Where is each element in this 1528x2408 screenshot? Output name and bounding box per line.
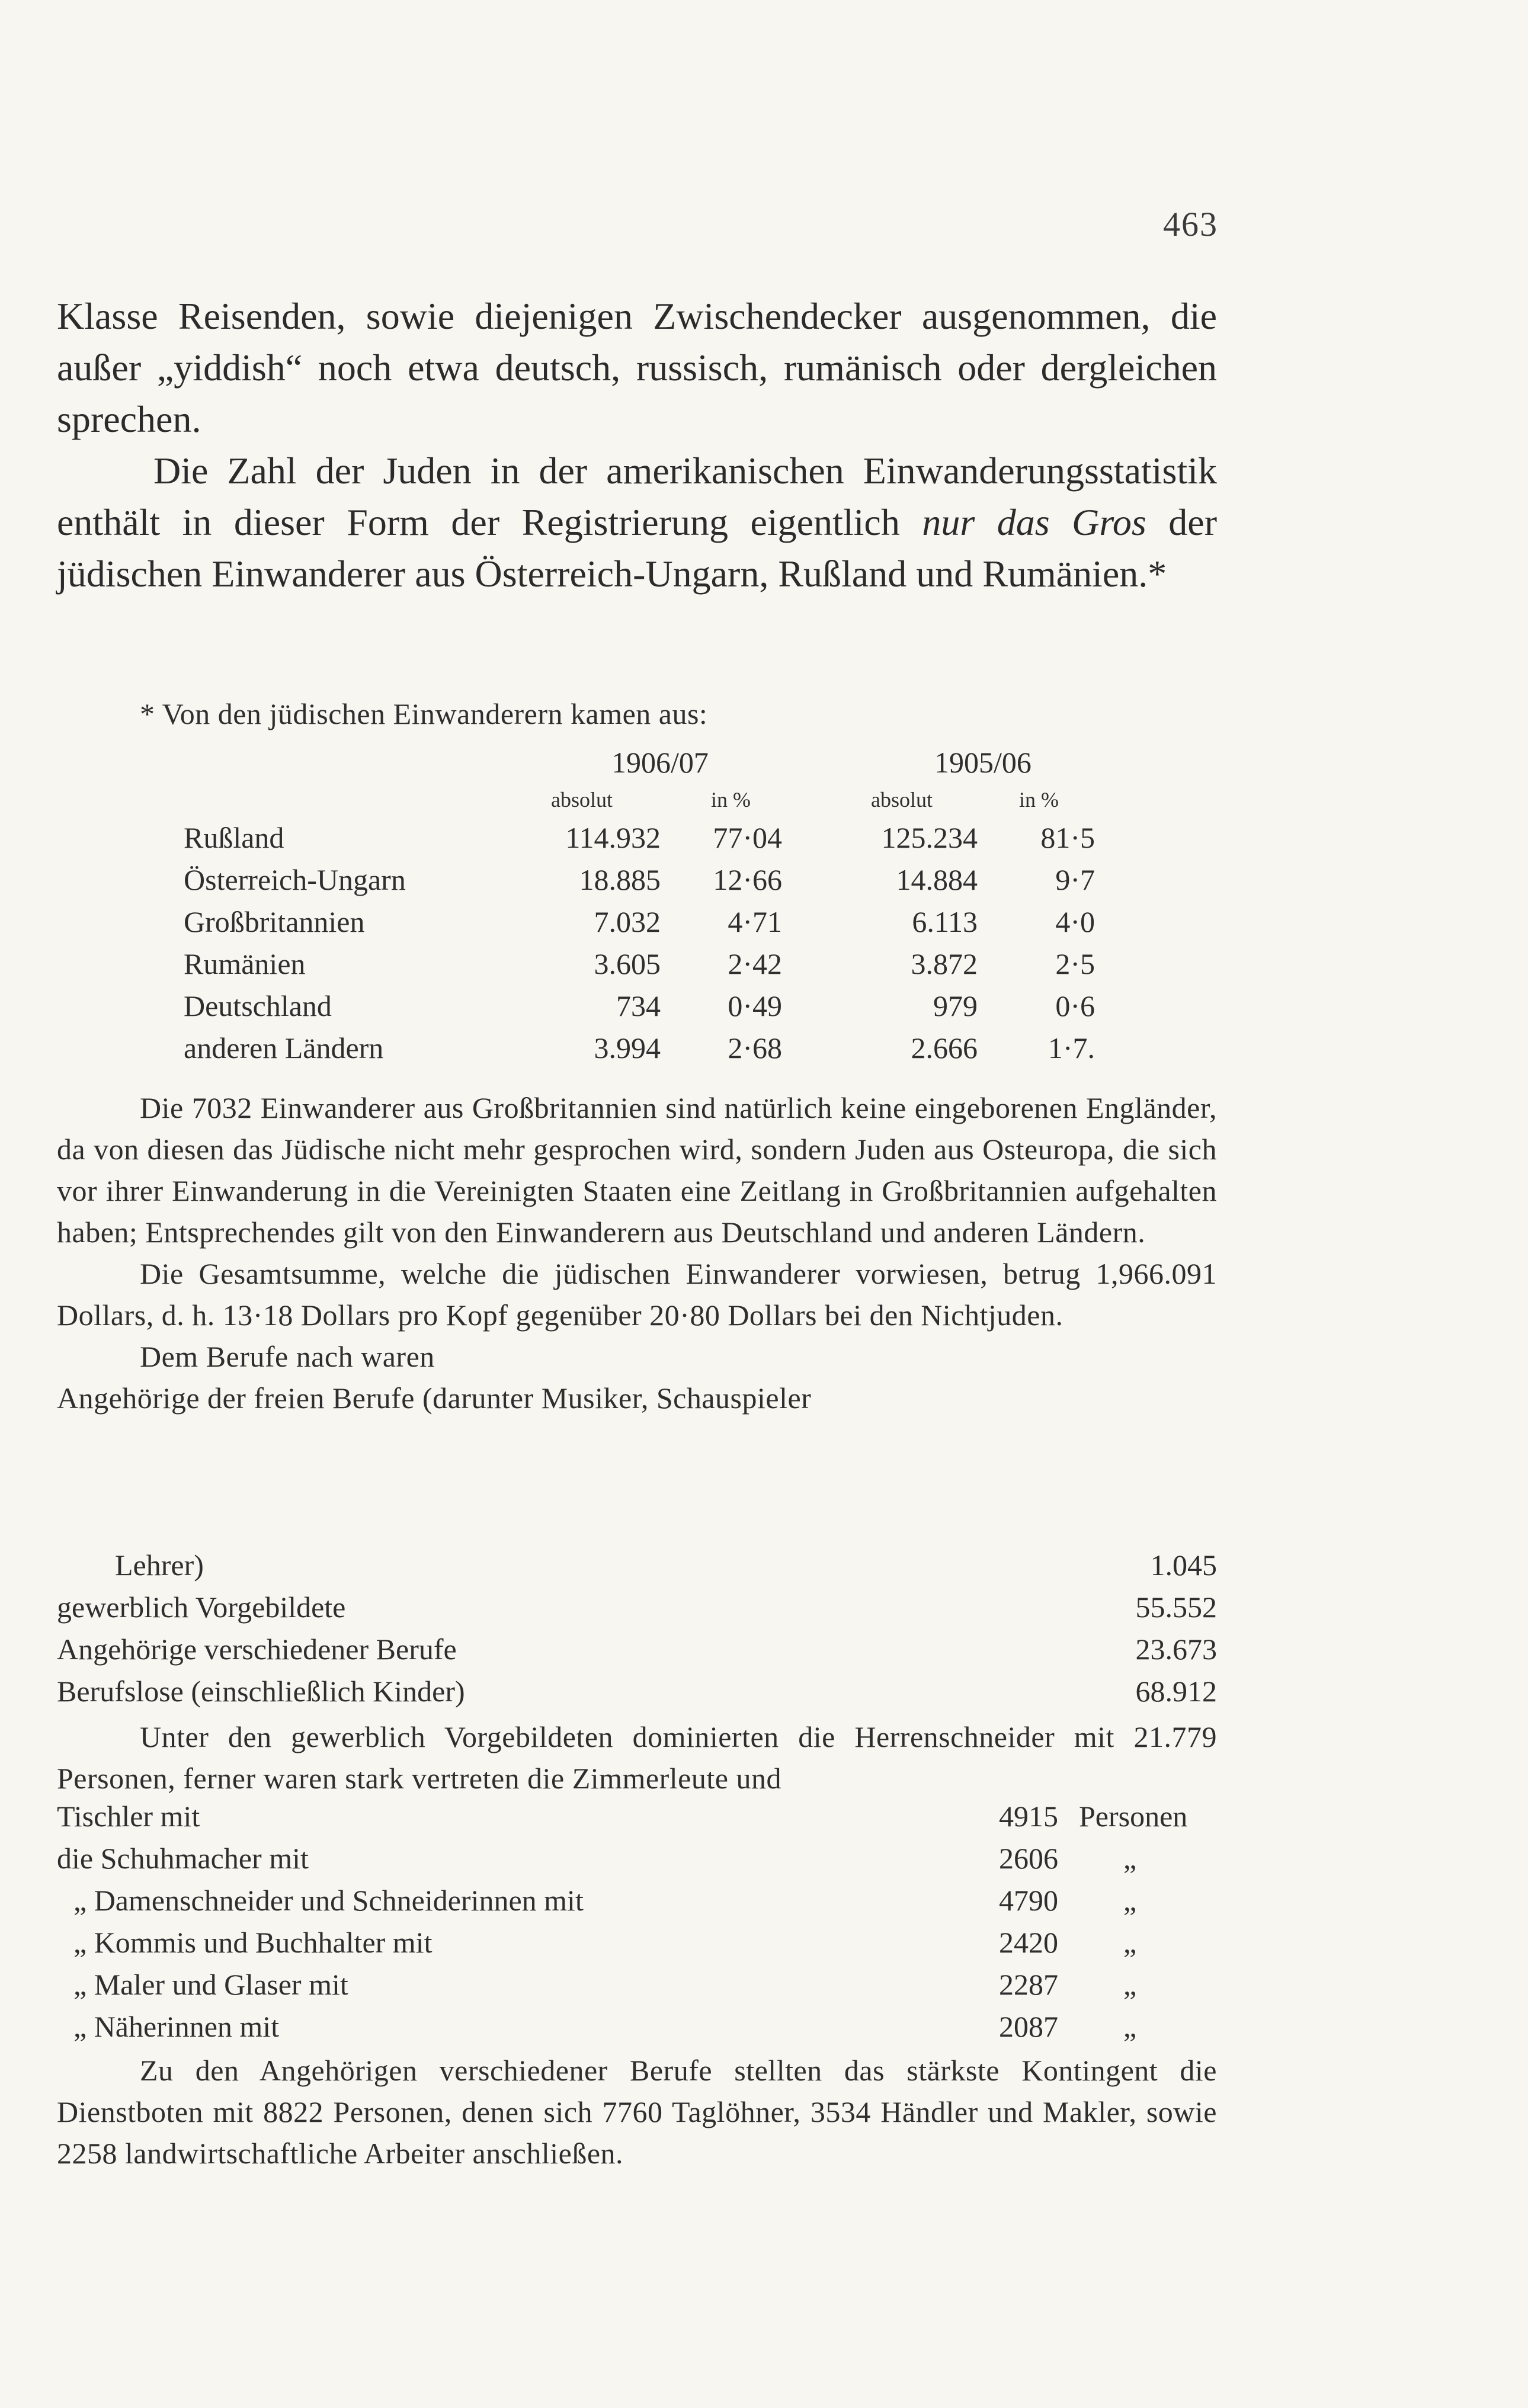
pct1-cell: 2·68 [728,1031,782,1064]
pct2-cell: 9·7 [1055,863,1095,896]
beruf-value: 55.552 [1135,1591,1217,1624]
beruf-row [57,1674,1217,1716]
pct1-cell: 12·66 [713,863,782,896]
main-paragraph-2-italic: nur das Gros [922,501,1146,543]
trade-value: 4790 [999,1884,1058,1917]
beruf-value: 1.045 [1150,1548,1217,1582]
trade-value: 2287 [999,1968,1058,2001]
trade-unit: „ [1123,1968,1137,2001]
year-1906: 1906/07 [611,746,709,779]
country-cell: anderen Ländern [184,1031,384,1064]
pct2-cell: 0·6 [1055,989,1095,1022]
abs2-cell: 6.113 [912,905,978,938]
abs1-cell: 7.032 [594,905,661,938]
pct2-cell: 81·5 [1040,821,1095,854]
footnote-paragraph-1: Die 7032 Einwanderer aus Großbritannien sind natürlich keine eingeborenen Engländer, da von diesen das Jüdische nicht mehr gesprochen wird, sondern Juden aus Osteuropa, die sich vor ihrer Einwanderung in die Vereinigten Staaten eine Zeitlang in Großbritannien aufgehalten haben; Entsprechendes gilt von den Einwanderern aus Deutschland und anderen Ländern. [57,1091,1217,1249]
footnote-paragraph-2: Die Gesamtsumme, welche die jüdischen Einwanderer vorwiesen, betrug 1,966.091 Dollars, d. h. 13·18 Dollars pro Kopf gegenüber 20·80 Dollars bei den Nichtjuden. [57,1257,1217,1332]
abs1-cell: 734 [616,989,661,1022]
footnote-paragraph-3: Unter den gewerblich Vorgebildeten dominierten die Herrenschneider mit 21.779 Personen, ferner waren stark vertreten die Zimmerleute und [57,1720,1217,1795]
year-1905: 1905/06 [934,746,1032,779]
trade-label: Tischler mit [57,1800,200,1833]
table-row [184,820,1096,862]
trade-row [57,1925,1217,1967]
trade-value: 4915 [999,1800,1058,1833]
country-cell: Rußland [184,821,284,854]
trade-row [57,1967,1217,2009]
country-cell: Österreich-Ungarn [184,863,406,896]
beruf-label: Lehrer) [115,1548,204,1582]
abs2-cell: 3.872 [911,947,978,980]
page-number: 463 [1163,205,1218,243]
footnote-paragraph-4: Zu den Angehörigen verschiedener Berufe stellten das stärkste Kontingent die Dienstboten mit 8822 Personen, denen sich 7760 Taglöhner, 3534 Händler und Makler, sowie 2258 landwirtschaftliche Arbeiter anschließen. [57,2054,1217,2170]
beruf-value: 23.673 [1135,1633,1217,1666]
main-paragraph-2 [57,445,1217,599]
trade-row [57,1841,1217,1883]
trade-unit: „ [1123,1884,1137,1917]
table-row [184,947,1096,989]
table-row [184,905,1096,947]
trade-label: „ Näherinnen mit [73,2010,280,2043]
pct2-cell: 2·5 [1055,947,1095,980]
footnote-intro: * Von den jüdischen Einwanderern kamen aus: [140,697,708,730]
table-header-sub [184,787,1096,820]
main-paragraph-2-post: der jüdischen Einwanderer aus Österreich-Ungarn, Rußland und Rumänien.* [57,501,1218,595]
abs1-cell: 3.994 [594,1031,661,1064]
country-cell: Deutschland [184,989,332,1022]
beruf-row [57,1590,1217,1632]
country-cell: Rumänien [184,947,306,980]
table-row [184,862,1096,905]
sub-absolut-2: absolut [871,788,933,812]
table-row [184,1031,1096,1073]
trade-row [57,2009,1217,2051]
footnote-table [184,745,1096,1073]
abs1-cell: 18.885 [579,863,661,896]
trade-row [57,1799,1217,1841]
trade-value: 2420 [999,1926,1058,1959]
footnote-body [57,1087,1217,1419]
trade-row [57,1883,1217,1925]
beruf-label: gewerblich Vorgebildete [57,1591,346,1624]
trade-label: „ Maler und Glaser mit [73,1968,348,2001]
sub-absolut-1: absolut [551,788,613,812]
beruf-row [57,1632,1217,1674]
abs1-cell: 114.932 [565,821,661,854]
pct2-cell: 1·7. [1048,1031,1095,1064]
trade-unit: Personen [1079,1800,1188,1833]
main-paragraph-2-pre: Die Zahl der Juden in der amerikanischen Einwanderungsstatistik enthält in dieser Form der Registrierung eigentlich [57,450,1217,543]
trade-unit: „ [1123,1926,1137,1959]
trade-value: 2606 [999,1842,1058,1875]
pct1-cell: 4·71 [728,905,782,938]
abs2-cell: 979 [933,989,978,1022]
trade-list [57,1799,1217,2051]
trade-label: die Schuhmacher mit [57,1842,309,1875]
trade-unit: „ [1123,2010,1137,2043]
sub-percent-1: in % [711,788,751,812]
trade-label: „ Damenschneider und Schneiderinnen mit [73,1884,584,1917]
pct1-cell: 77·04 [713,821,782,854]
abs1-cell: 3.605 [594,947,661,980]
table-header-years [184,745,1096,787]
beruf-label: Angehörige verschiedener Berufe [57,1633,457,1666]
country-cell: Großbritannien [184,905,365,938]
beruf-line-1: Angehörige der freien Berufe (darunter Musiker, Schauspieler [57,1381,812,1415]
trade-label: „ Kommis und Buchhalter mit [73,1926,433,1959]
beruf-label: Berufslose (einschließlich Kinder) [57,1675,465,1708]
abs2-cell: 2.666 [911,1031,978,1064]
abs2-cell: 125.234 [881,821,978,854]
pct1-cell: 0·49 [728,989,782,1022]
sub-percent-2: in % [1019,788,1059,812]
beruf-list [57,1548,1217,1716]
pct1-cell: 2·42 [728,947,782,980]
beruf-intro: Dem Berufe nach waren [140,1340,435,1373]
beruf-row [57,1548,1217,1590]
beruf-value: 68.912 [1135,1675,1217,1708]
main-paragraph-1: Klasse Reisenden, sowie diejenigen Zwischendecker ausgenommen, die außer „yiddish“ noch etwa deutsch, russisch, rumänisch oder dergleichen sprechen. [57,295,1217,440]
abs2-cell: 14.884 [896,863,978,896]
main-text [57,290,1217,599]
pct2-cell: 4·0 [1055,905,1095,938]
trade-value: 2087 [999,2010,1058,2043]
trade-unit: „ [1123,1842,1137,1875]
table-row [184,989,1096,1031]
